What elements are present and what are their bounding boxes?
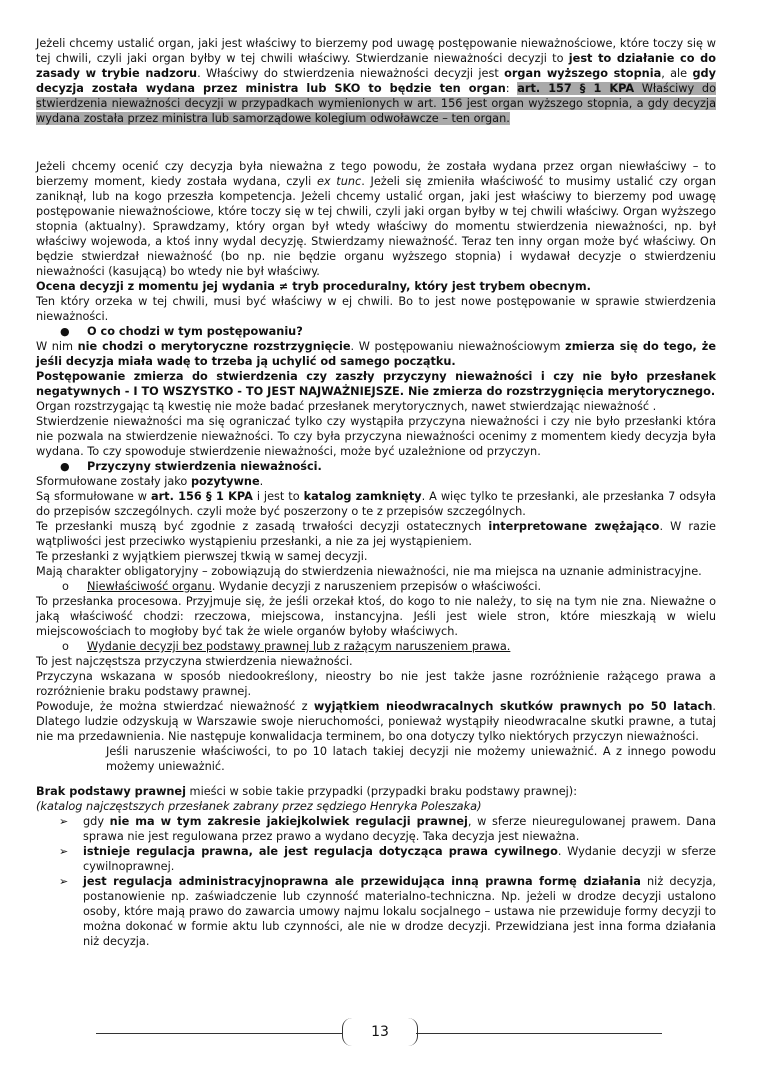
page-footer — [96, 1018, 662, 1048]
paragraph-ten-years: Jeśli naruszenie właściwości, to po 10 latach takiej decyzji nie możemy unieważnić. A z innego powodu możemy unieważnić. — [106, 745, 716, 773]
paragraph-organ-limits: Organ rozstrzygając tą kwestię nie może badać przesłanek merytorycznych, nawet stwierdzając nieważność . — [36, 400, 657, 413]
subbullet-incompetence: o Niewłaściwość organu. Wydanie decyzji z naruszeniem przepisów o właściwości. — [62, 580, 542, 593]
arrow-bullet-icon: ➢ — [59, 815, 69, 828]
bullet-icon: ● — [60, 325, 70, 338]
paragraph-lack-basis: Brak podstawy prawnej mieści w sobie takie przypadki (przypadki braku podstawy prawnej): — [36, 785, 578, 798]
paragraph-jurisdiction: Jeżeli chcemy ustalić organ, jaki jest właściwy to bierzemy pod uwagę postępowanie nieważnościowe, które toczy się w tej chwili, czyli jaki organ byłby w tej chwili właściwy. Stwierdzanie nieważności decyzji to jest to działanie co do zasady w trybie nadzoru. Właściwy do stwierdzenia nieważności decyzji jest organ wyższego stopnia, ale gdy decyzja została wydana przez ministra lub SKO to będzie ten organ: art. 157 § 1 KPA Właściwy do stwierdzenia nieważności decyzji w przypadkach wymienionych w art. 156 jest organ wyższego stopnia, a gdy decyzja wydana została przez ministra lub samorządowe kolegium odwoławcze – ten organ. — [36, 37, 716, 125]
paragraph-catalogue: Są sformułowane w art. 156 § 1 KPA i jest to katalog zamknięty. A więc tylko te przesłanki, ale przesłanka 7 odsyła do przepisów szczególnych. czyli może być poszerzony o te z przepisów szczególnych. — [36, 490, 716, 518]
paragraph-most-common: To jest najczęstsza przyczyna stwierdzenia nieważności. — [36, 655, 353, 668]
bullet-causes: ● Przyczyny stwierdzenia nieważności. — [60, 460, 322, 473]
arrow-item-no-regulation: ➢ gdy nie ma w tym zakresie jakiejkolwiek regulacji prawnej, w sferze nieuregulowanej prawem. Dana sprawa nie jest regulowana przez prawo a wydano decyzję. Taka decyzja jest nieważna. — [59, 815, 716, 843]
circle-bullet-icon: o — [62, 640, 69, 653]
circle-bullet-icon: o — [62, 580, 69, 593]
page-number: 13 — [342, 1018, 418, 1046]
footer-divider-right — [416, 1033, 662, 1034]
paragraph-procedure-aim: Postępowanie zmierza do stwierdzenia czy zaszły przyczyny nieważności i czy nie było przesłanek negatywnych - I TO WSZYSTKO - TO JEST NAJWAŻNIEJSZE. Nie zmierza do rozstrzygnięcia merytorycznego. — [36, 370, 716, 398]
bullet-icon: ● — [60, 460, 70, 473]
arrow-bullet-icon: ➢ — [59, 875, 69, 888]
paragraph-formulated: Sformułowane zostały jako pozytywne. — [36, 475, 264, 488]
paragraph-procedural-premise: To przesłanka procesowa. Przyjmuje się, że jeśli orzekał ktoś, do kogo to nie należy, to się na tym nie zna. Nieważne o jaką właściwość chodzi: rzeczowa, miejscowa, instancyjna. Jeśli jest wiele stron, które mieszkają w wielu miejscowościach to mogłoby być tak że wiele organów byłoby właściwych. — [36, 595, 716, 638]
arrow-item-other-form: ➢ jest regulacja administracyjnoprawna ale przewidująca inną prawna formę działania niż decyzja, postanowienie np. zaświadczenie lub czynność materialno-techniczna. Np. jeżeli w drodze decyzji ustalono osoby, które mają prawo do zawarcia umowy najmu lokalu socjalnego – ustawa nie przewiduje formy decyzji to można dokonać w formie aktu lub czynności, ale nie w drodze decyzji. Przewidziana jest inna forma działania niż decyzja. — [59, 875, 716, 948]
paragraph-within-decision: Te przesłanki z wyjątkiem pierwszej tkwią w samej decyzji. — [36, 550, 368, 563]
paragraph-assessment-rule: Ocena decyzji z momentu jej wydania ≠ tryb proceduralny, który jest trybem obecnym. — [36, 280, 591, 293]
document-page — [36, 36, 716, 949]
paragraph-current-authority: Ten który orzeka w tej chwili, musi być właściwy w ej chwili. Bo to jest nowe postępowanie w sprawie stwierdzenia nieważności. — [36, 295, 716, 323]
arrow-item-civil-law: ➢ istnieje regulacja prawna, ale jest regulacja dotycząca prawa cywilnego. Wydanie decyzji w sferze cywilnoprawnej. — [59, 845, 716, 873]
highlighted-citation: art. 157 § 1 KPA Właściwy do stwierdzenia nieważności decyzji w przypadkach wymienionych w art. 156 jest organ wyższego stopnia, a gdy decyzja wydana została przez ministra lub samorządowe kolegium odwoławcze – ten organ. — [36, 82, 716, 125]
bullet-proceedings-question: ● O co chodzi w tym postępowaniu? — [60, 325, 303, 338]
paragraph-limits-detail: Stwierdzenie nieważności ma się ograniczać tylko czy wystąpiła przyczyna nieważności i czy nie było przesłanki która nie pozwala na stwierdzenie nieważności. To czy była przyczyna nieważności ocenimy z momentem kiedy decyzja była wydana. To czy spowoduje stwierdzenie nieważności, może być uzależnione od przyczyn. — [36, 415, 716, 458]
paragraph-obligatory: Mają charakter obligatoryjny – zobowiązują do stwierdzenia nieważności, nie ma miejsca na uznanie administracyjne. — [36, 565, 702, 578]
subbullet-no-legal-basis: o Wydanie decyzji bez podstawy prawnej lub z rażącym naruszeniem prawa. — [62, 640, 511, 653]
paragraph-assessment: Jeżeli chcemy ocenić czy decyzja była nieważna z tego powodu, że została wydana przez organ niewłaściwy – to bierzemy moment, kiedy została wydana, czyli ex tunc. Jeżeli się zmieniła właściwość to musimy ustalić czy organ zaniknął, lub na kogo przeszła kompetencja. Jeżeli chcemy ustalić organ, jaki jest właściwy to bierzemy pod uwagę postępowanie nieważnościowe, które toczy się w tej chwili, czyli jaki organ byłby w tej chwili właściwy. Organ wyższego stopnia (aktualny). Sprawdzamy, który organ był wtedy właściwy do momentu stwierdzenia nieważności, np. był właściwy wojewoda, a ktoś inny wydal decyzję. Stwierdzamy nieważność. Teraz ten inny organ może być właściwy. On będzie stwierdzał nieważność (bo np. nie będzie organu wyższego stopnia) i wydawał decyzje o stwierdzeniu nieważności (kasującą) bo wtedy nie był właściwy. — [36, 160, 716, 278]
paragraph-vague: Przyczyna wskazana w sposób niedookreślony, nieostry bo nie jest także jasne rozróżnienie rażącego prawa a rozróżnienie braku podstawy prawnej. — [36, 670, 716, 698]
footer-divider-left — [96, 1033, 342, 1034]
paragraph-narrow-interpretation: Te przesłanki muszą być zgodnie z zasadą trwałości decyzji ostatecznych interpretowane zwężająco. W razie wątpliwości jest przeciwko wystąpieniu przesłanki, a nie za jej wystąpieniem. — [36, 520, 716, 548]
paragraph-not-merits: W nim nie chodzi o merytoryczne rozstrzygnięcie. W postępowaniu nieważnościowym zmierza się do tego, że jeśli decyzja miała wadę to trzeba ją uchylić od samego początku. — [36, 340, 716, 368]
paragraph-catalogue-source: (katalog najczęstszych przesłanek zabrany przez sędziego Henryka Poleszaka) — [36, 800, 482, 813]
arrow-bullet-icon: ➢ — [59, 845, 69, 858]
paragraph-irreversible: Powoduje, że można stwierdzać nieważność z wyjątkiem nieodwracalnych skutków prawnych po 50 latach. Dlatego ludzie odzyskują w Warszawie swoje nieruchomości, ponieważ wystąpiły nieodwracalne skutki prawne, a tutaj nie ma przedawnienia. Nie następuje konwalidacja terminem, bo ona dotyczy tylko niektórych przyczyn nieważności. — [36, 700, 716, 743]
